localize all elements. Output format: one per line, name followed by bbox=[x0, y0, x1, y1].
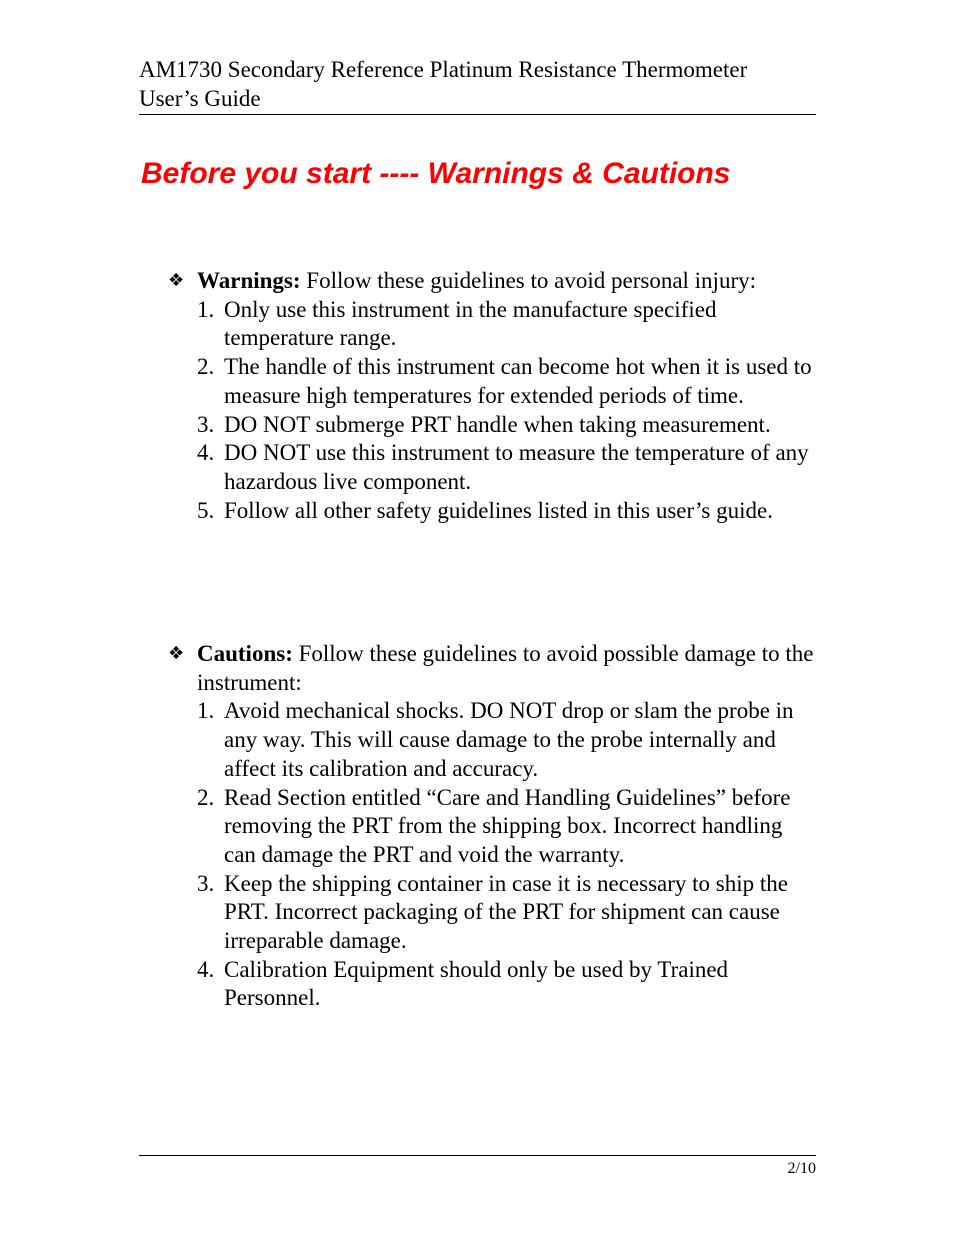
page-header bbox=[139, 55, 816, 115]
list-item-number: 5. bbox=[197, 497, 215, 523]
four-diamond-bullet-icon: ❖ bbox=[168, 643, 185, 664]
list-item-number: 3. bbox=[197, 870, 215, 896]
warnings-intro bbox=[168, 267, 814, 296]
list-item-number: 4. bbox=[197, 440, 215, 466]
list-item bbox=[168, 956, 814, 1013]
cautions-label: Cautions: bbox=[197, 641, 293, 666]
list-item bbox=[168, 697, 814, 783]
page-title: Before you start ---- Warnings & Cautions bbox=[141, 157, 731, 190]
cautions-list bbox=[168, 697, 814, 1013]
list-item-text: Read Section entitled “Care and Handling Guidelines” before removing the PRT from the shipping box. Incorrect handling can damage the PRT and void the warranty. bbox=[224, 784, 791, 867]
list-item-number: 1. bbox=[197, 296, 215, 322]
document-title-line: AM1730 Secondary Reference Platinum Resistance Thermometer bbox=[139, 57, 748, 82]
list-item-number: 2. bbox=[197, 784, 215, 810]
cautions-section bbox=[168, 640, 814, 1013]
list-item-text: Calibration Equipment should only be used by Trained Personnel. bbox=[224, 956, 729, 1011]
warnings-intro-text: Follow these guidelines to avoid personal injury: bbox=[300, 268, 756, 293]
list-item-text: Only use this instrument in the manufacture specified temperature range. bbox=[224, 296, 717, 351]
list-item-number: 4. bbox=[197, 956, 215, 982]
list-item-number: 3. bbox=[197, 411, 215, 437]
list-item bbox=[168, 497, 814, 526]
page-footer bbox=[139, 1155, 816, 1179]
list-item bbox=[168, 353, 814, 410]
list-item-number: 2. bbox=[197, 354, 215, 380]
warnings-label: Warnings: bbox=[197, 268, 301, 293]
list-item bbox=[168, 411, 814, 440]
list-item-number: 1. bbox=[197, 698, 215, 724]
list-item bbox=[168, 784, 814, 870]
list-item bbox=[168, 439, 814, 496]
cautions-intro-text: Follow these guidelines to avoid possible damage to the instrument: bbox=[197, 641, 814, 695]
document-subtitle-line: User’s Guide bbox=[139, 86, 261, 111]
list-item-text: Keep the shipping container in case it is necessary to ship the PRT. Incorrect packaging of the PRT for shipment can cause irreparable damage. bbox=[224, 870, 788, 954]
list-item-text: Avoid mechanical shocks. DO NOT drop or slam the probe in any way. This will cause damage to the probe internally and affect its calibration and accuracy. bbox=[224, 698, 794, 781]
warnings-list bbox=[168, 296, 814, 526]
list-item bbox=[168, 296, 814, 353]
cautions-intro bbox=[168, 640, 814, 697]
list-item bbox=[168, 870, 814, 956]
four-diamond-bullet-icon: ❖ bbox=[168, 270, 185, 291]
list-item-text: Follow all other safety guidelines listed in this user’s guide. bbox=[224, 497, 773, 523]
list-item-text: DO NOT use this instrument to measure the temperature of any hazardous live component. bbox=[224, 440, 809, 494]
list-item-text: The handle of this instrument can become hot when it is used to measure high temperatures for extended periods of time. bbox=[224, 354, 812, 408]
warnings-section bbox=[168, 267, 814, 525]
list-item-text: DO NOT submerge PRT handle when taking measurement. bbox=[224, 411, 771, 437]
page-number: 2/10 bbox=[787, 1160, 816, 1177]
